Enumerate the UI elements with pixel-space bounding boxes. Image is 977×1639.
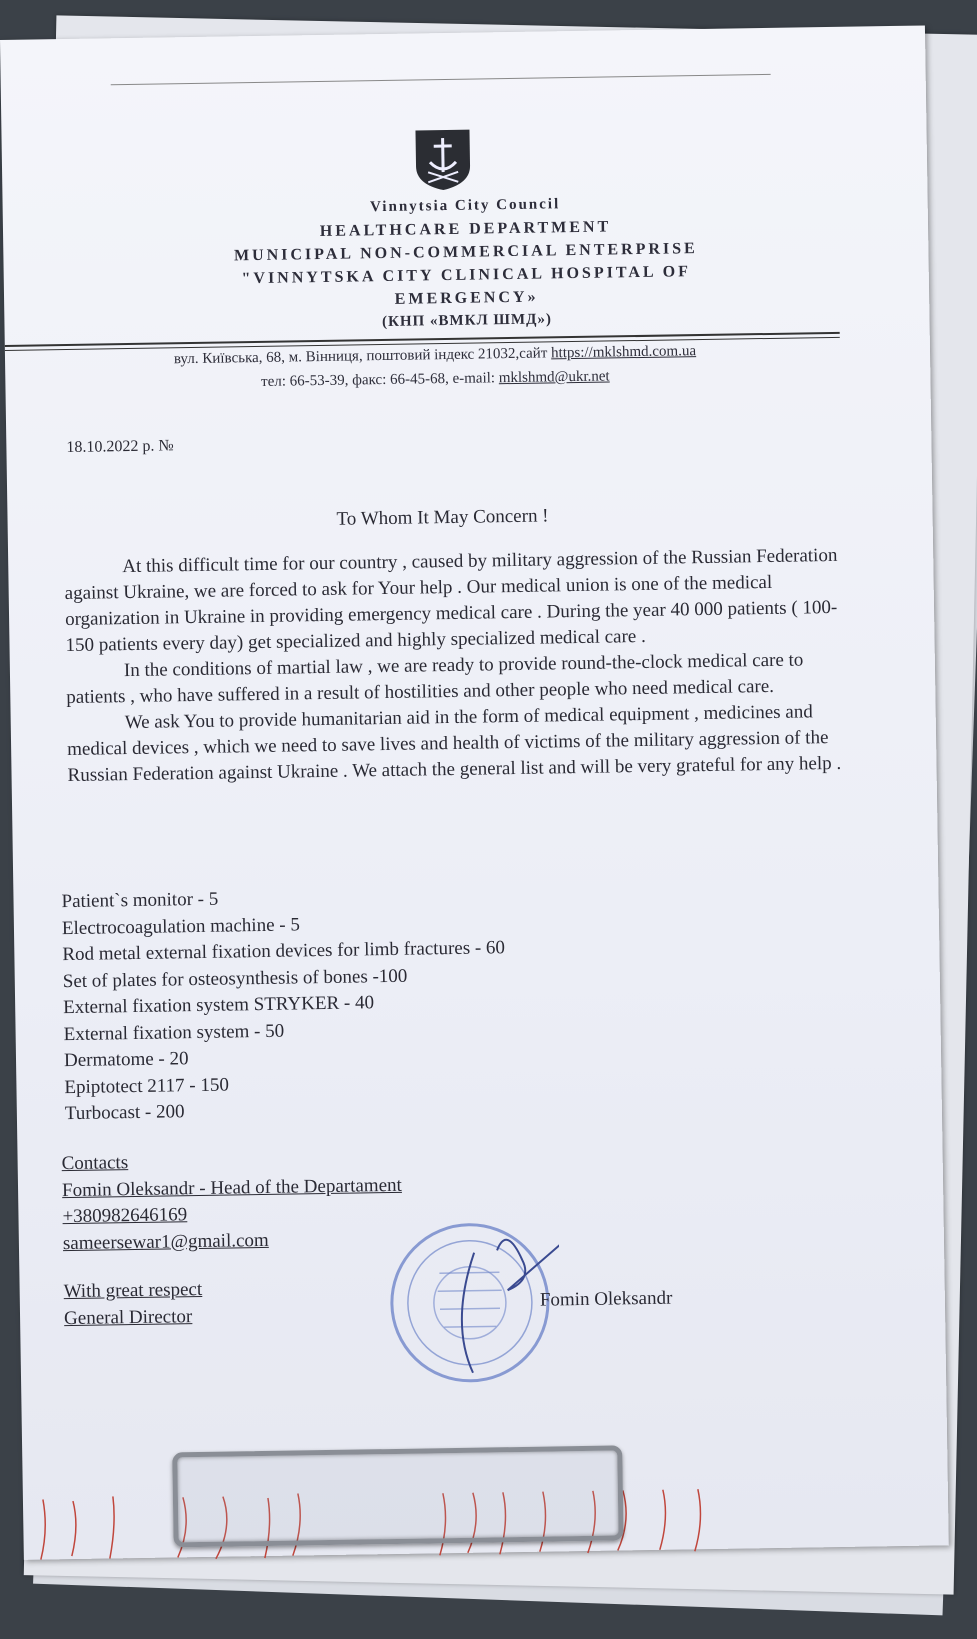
- letter-body: [64, 543, 848, 789]
- hospital-name-cont: EMERGENCY»: [394, 288, 539, 308]
- list-item: External fixation system STRYKER - 40: [63, 992, 375, 1019]
- enterprise-type: MUNICIPAL NON-COMMERCIAL ENTERPRISE: [233, 240, 698, 265]
- list-item: Epiptotect 2117 - 150: [64, 1074, 230, 1098]
- paragraph: In the conditions of martial law , we are ready to provide round-the-clock medical care to patients , who have suffered in a result of hostilities and other people who need medical care.: [66, 649, 804, 709]
- list-item: Turbocast - 200: [64, 1101, 185, 1125]
- department-name: HEALTHCARE DEPARTMENT: [319, 218, 612, 240]
- contact-line: [5, 364, 865, 395]
- letter-title: To Whom It May Concern !: [336, 505, 549, 530]
- list-item: Electrocoagulation machine - 5: [61, 913, 301, 939]
- address-text: вул. Київська, 68, м. Вінниця, поштовий індекс 21032,сайт: [173, 345, 552, 368]
- letterhead: [3, 187, 930, 340]
- binder-clip: [172, 1445, 623, 1547]
- email-link[interactable]: mklshmd@ukr.net: [498, 368, 610, 387]
- website-link[interactable]: https://mklshmd.com.ua: [550, 343, 697, 362]
- list-item: Rod metal external fixation devices for limb fractures - 60: [62, 937, 506, 966]
- closing-title: General Director: [63, 1305, 193, 1329]
- contact-person: Fomin Oleksandr - Head of the Departament: [61, 1174, 402, 1201]
- hospital-name: "VINNYTSKA CITY CLINICAL HOSPITAL OF: [241, 263, 692, 288]
- signatory-name: Fomin Oleksandr: [539, 1287, 673, 1311]
- letter-page: [0, 25, 949, 1559]
- paragraph: At this difficult time for our country , caused by military aggression of the Russian Federation against Ukraine, we are forced to ask for Your help . Our medical union is one of the medical organization in Ukraine in providing emergency medical care . During the year 40 000 patients ( 100-150 patients every day) get specialized and highly specialized medical care .: [64, 544, 838, 657]
- hospital-abbrev: (КНП «ВМКЛ ШМД»): [381, 311, 553, 331]
- contact-phone[interactable]: +380982646169: [62, 1204, 188, 1228]
- date-line: 18.10.2022 р. №: [66, 437, 174, 457]
- closing-block: [63, 1277, 202, 1332]
- list-item: Patient`s monitor - 5: [61, 888, 219, 913]
- closing-regards: With great respect: [63, 1278, 203, 1303]
- city-coat-of-arms-icon: [413, 128, 472, 193]
- official-stamp-icon: [378, 1201, 561, 1384]
- list-item: External fixation system - 50: [63, 1020, 285, 1045]
- equipment-list: [61, 882, 507, 1127]
- council-name: Vinnytsia City Council: [369, 196, 561, 216]
- contact-text: тел: 66-53-39, факс: 66-45-68, e-mail:: [260, 370, 499, 390]
- contact-email[interactable]: sameersewar1@gmail.com: [62, 1229, 269, 1254]
- list-item: Set of plates for osteosynthesis of bones -100: [62, 965, 408, 992]
- contacts-heading: Contacts: [61, 1152, 129, 1175]
- list-item: Dermatome - 20: [63, 1048, 189, 1072]
- contacts-block: [61, 1146, 402, 1257]
- paragraph: We ask You to provide humanitarian aid in the form of medical equipment , medicines and medical devices , which we need to save lives and health of victims of the military aggression of the Russian Federation against Ukraine . We attach the general list and will be very grateful for any help .: [66, 701, 842, 787]
- page-top-ruler: [110, 58, 770, 85]
